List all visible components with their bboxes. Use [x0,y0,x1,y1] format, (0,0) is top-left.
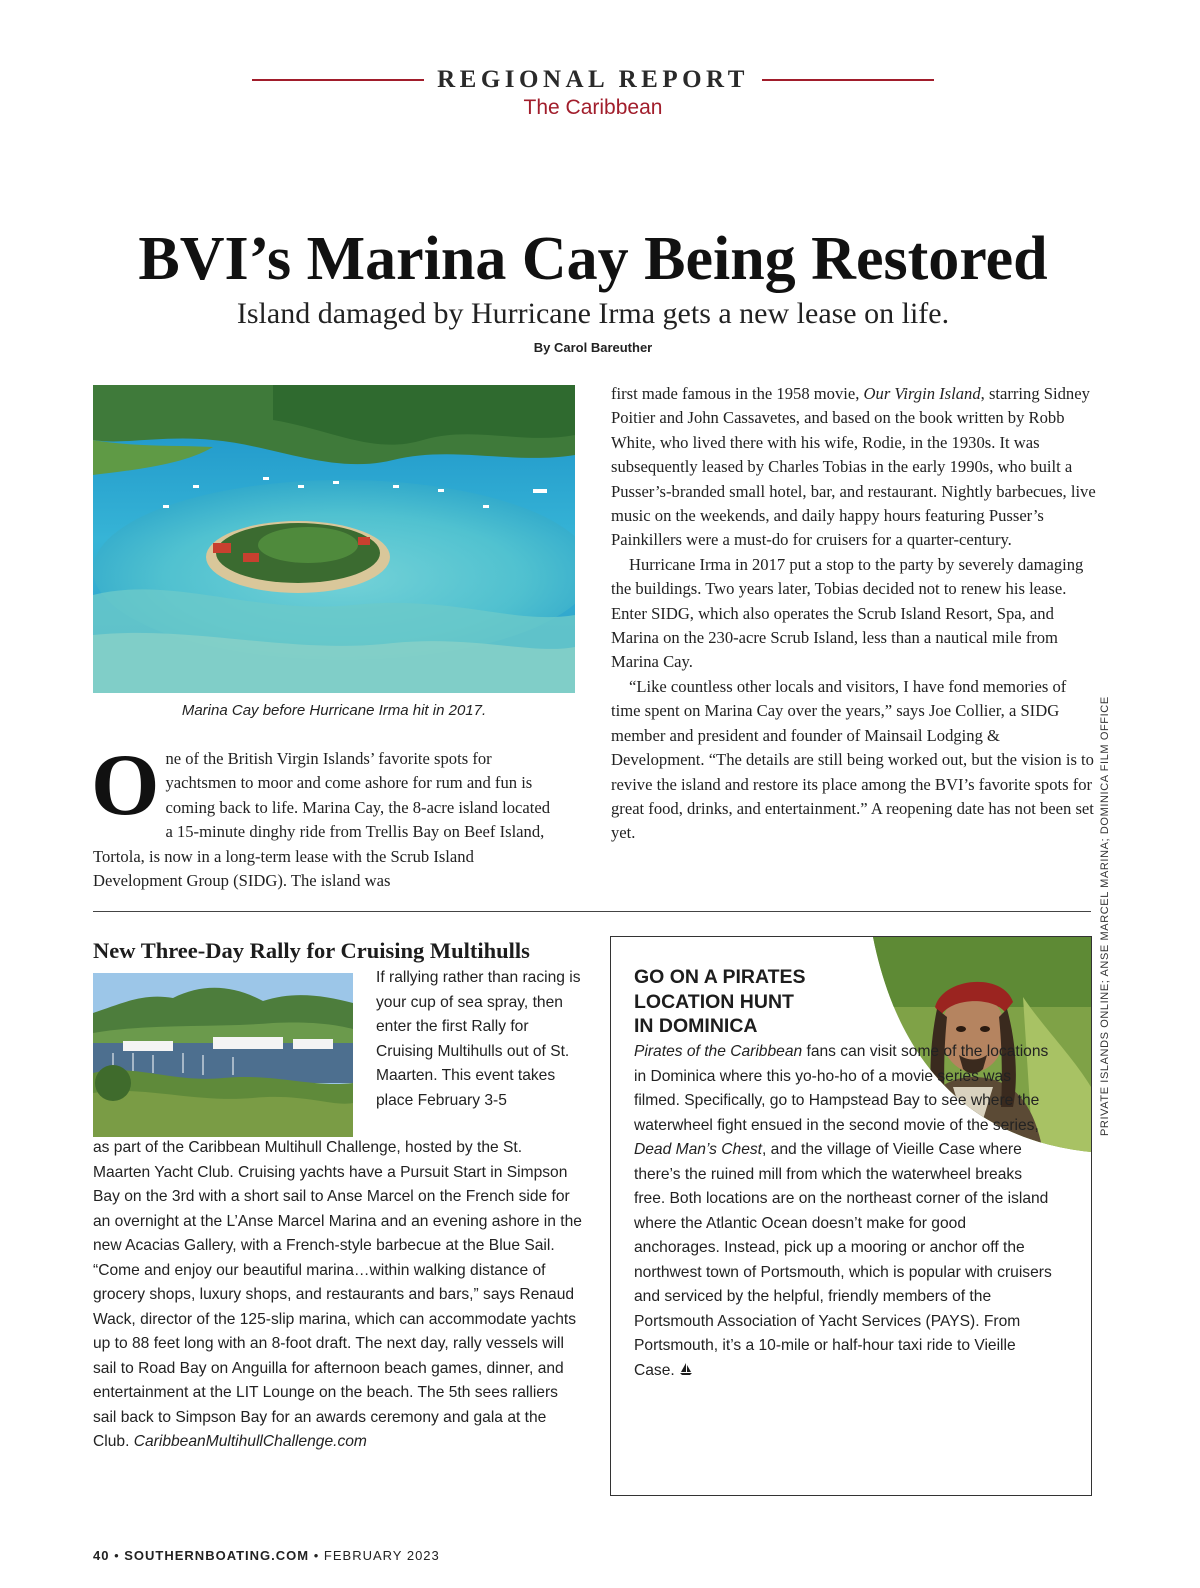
article-paragraph-1: ne of the British Virgin Islands’ favorite spots for yachtsmen to moor and come ashore for rum and fun is coming back to life. Marina Cay, the 8-acre island located a 15-minute dinghy ride from Trellis Bay on Beef Island, Tortola, is now in a long-term lease with the Scrub Island Development Group (SIDG). The island was [93,749,551,891]
article-paragraph-3: Hurricane Irma in 2017 put a stop to the party by severely damaging the buildings. Two years later, Tobias decided not to renew his lease. Enter SIDG, which also operates the Scrub Island Resort, Spa, and Marina on the 230-acre Scrub Island, less than a nautical mile from Marina Cay. [611,554,1084,672]
sidebar-body: Pirates of the Caribbean fans can visit some of the locations in Dominica where this yo-ho-ho of a movie series was filmed. Specifically, go to Hampstead Bay to see where the waterwheel fight ensued in the second movie of the series, Dead Man’s Chest, and the village of Vieille Case where there’s the ruined mill from which the waterwheel breaks free. Both locations are on the northeast corner of the island where the Atlantic Ocean doesn’t make for good anchorages. Instead, pick up a mooring or anchor off the northwest town of Portsmouth, which is popular with cruisers and serviced by the helpful, friendly members of the Portsmouth Association of Yacht Services (PAYS). From Portsmouth, it’s a 10-mile or half-hour taxi ride to Vieille Case. [634,1040,1054,1384]
movie-title-dead-mans-chest: Dead Man’s Chest [634,1141,762,1158]
article-column-left [91,737,556,893]
page-footer: 40 • SOUTHERNBOATING.COM • FEBRUARY 2023 [93,1548,440,1563]
drop-cap: O [91,737,160,834]
section-region: The Caribbean [523,96,663,119]
rally-website-link[interactable]: CaribbeanMultihullChallenge.com [133,1433,367,1450]
sidebar-headline: GO ON A PIRATES LOCATION HUNT IN DOMINICA [634,966,806,1037]
movie-title: Our Virgin Island [863,384,981,403]
sailboat-end-icon [679,1360,693,1385]
photo-credits: PRIVATE ISLANDS ONLINE; ANSE MARCEL MARINA; DOMINICA FILM OFFICE [1099,696,1111,1136]
marina-cay-aerial-photo [93,385,575,693]
movie-title-pirates: Pirates of the Caribbean [634,1043,803,1060]
article-dek: Island damaged by Hurricane Irma gets a new lease on life. [236,297,950,330]
section-title: REGIONAL REPORT [437,66,749,93]
anse-marcel-marina-photo [93,973,353,1137]
rally-headline: New Three-Day Rally for Cruising Multihulls [93,938,530,963]
article-headline: BVI’s Marina Cay Being Restored [138,225,1048,293]
page-number: 40 [93,1548,110,1563]
article-paragraph-2: first made famous in the 1958 movie, Our Virgin Island, starring Sidney Poitier and John Cassavetes, and based on the book written by Robb White, who lived there with his wife, Rodie, in the 1930s. It was subsequently leased by Charles Tobias in the early 1990s, who built a Pusser’s-branded small hotel, bar, and restaurant. Nightly barbecues, live music on the weekends, and daily happy hours featuring Pusser’s Painkillers were a must-do for cruisers for a quarter-century. [611,384,1096,550]
article-column-right [611,382,1096,846]
article-byline: By Carol Bareuther [533,340,653,355]
photo-caption: Marina Cay before Hurricane Irma hit in 2017. [181,702,487,719]
issue-date: FEBRUARY 2023 [323,1548,440,1563]
dominica-sidebar-box [610,936,1092,1496]
rally-text-bottom: as part of the Caribbean Multihull Challenge, hosted by the St. Maarten Yacht Club. Cruising yachts have a Pursuit Start in Simpson Bay on the 3rd with a short sail to Anse Marcel on the French side for an overnight at the L’Anse Marcel Marina and an evening ashore in the new Acacias Gallery, with a French-style barbecue at the Blue Sail. “Come and enjoy our beautiful marina…within walking distance of grocery shops, luxury shops, and restaurants and bars,” says Renaud Wack, director of the 125-slip marina, which can accommodate yachts up to 88 feet long with an 8-foot draft. The next day, rally vessels will sail to Road Bay on Anguilla for afternoon beach games, dinner, and entertainment at the LIT Lounge on the beach. The 5th sees ralliers sail back to Simpson Bay for an awards ceremony and gala at the Club. CaribbeanMultihullChallenge.com [93,1139,582,1450]
article-paragraph-4: “Like countless other locals and visitors, I have fond memories of time spent on Marina Cay over the years,” says Joe Collier, a SIDG member and president and founder of Mainsail Lodging & Development. “The details are still being worked out, but the vision is to revive the island and restore its place among the BVI’s favorite spots for great food, drinks, and entertainment.” A reopening date has not been set yet. [611,676,1094,843]
section-divider [93,911,1091,912]
website: SOUTHERNBOATING.COM [124,1548,310,1563]
rally-text-top: If rallying rather than racing is your cup of sea spray, then enter the first Rally for Cruising Multihulls out of St. Maarten. This event takes place February 3-5 [376,969,581,1109]
